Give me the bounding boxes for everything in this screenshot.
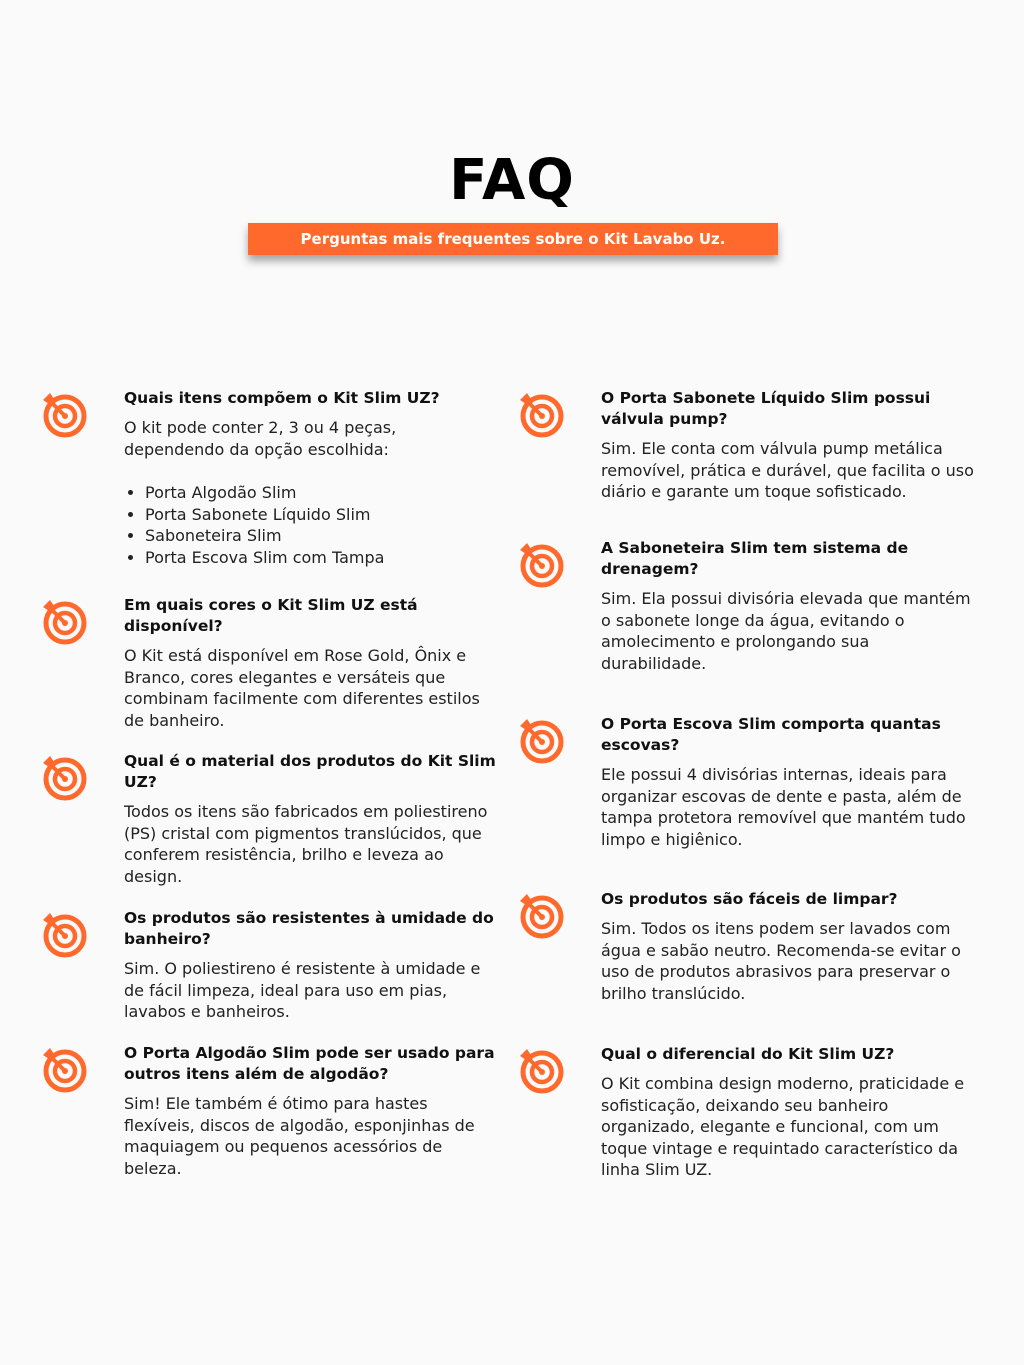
target-arrow-icon (40, 597, 88, 645)
list-item: • Saboneteira Slim (145, 525, 499, 547)
faq-question: Quais itens compõem o Kit Slim UZ? (124, 389, 440, 407)
faq-item (601, 716, 976, 850)
target-arrow-icon (517, 716, 565, 764)
list-item: • Porta Escova Slim com Tampa (145, 547, 499, 569)
faq-item (601, 540, 976, 674)
target-arrow-icon (517, 891, 565, 939)
subtitle-banner: Perguntas mais frequentes sobre o Kit Lavabo Uz. (248, 223, 778, 255)
target-arrow-icon (517, 540, 565, 588)
faq-answer: O kit pode conter 2, 3 ou 4 peças, dependendo da opção escolhida: (124, 418, 397, 459)
list-item: • Porta Sabonete Líquido Slim (145, 504, 499, 526)
faq-item (124, 1045, 499, 1179)
target-arrow-icon (40, 753, 88, 801)
faq-question: Os produtos são fáceis de limpar? (601, 890, 898, 908)
target-arrow-icon (40, 1045, 88, 1093)
faq-answer: O Kit está disponível em Rose Gold, Ônix e Branco, cores elegantes e versáteis que combinam facilmente com diferentes estilos de banheiro. (124, 646, 480, 730)
faq-item (601, 1046, 976, 1181)
target-arrow-icon (40, 910, 88, 958)
faq-answer: Sim! Ele também é ótimo para hastes flexíveis, discos de algodão, esponjinhas de maquiagem ou pequenos acessórios de beleza. (124, 1094, 475, 1178)
faq-item (124, 753, 499, 887)
target-arrow-icon (40, 390, 88, 438)
faq-question: O Porta Sabonete Líquido Slim possui válvula pump? (601, 389, 931, 428)
item-list (124, 482, 499, 568)
faq-question: Os produtos são resistentes à umidade do banheiro? (124, 909, 494, 948)
faq-answer: Ele possui 4 divisórias internas, ideais para organizar escovas de dente e pasta, além de tampa protetora removível que mantém tudo limpo e higiênico. (601, 765, 966, 849)
faq-item (124, 910, 499, 1023)
faq-item (601, 891, 976, 1004)
faq-answer: Sim. O poliestireno é resistente à umidade e de fácil limpeza, ideal para uso em pias, lavabos e banheiros. (124, 959, 481, 1021)
faq-answer: Sim. Ela possui divisória elevada que mantém o sabonete longe da água, evitando o amolecimento e prolongando sua durabilidade. (601, 589, 971, 673)
faq-item (124, 597, 499, 731)
faq-question: Qual o diferencial do Kit Slim UZ? (601, 1045, 895, 1063)
target-arrow-icon (517, 1046, 565, 1094)
faq-answer: O Kit combina design moderno, praticidade e sofisticação, deixando seu banheiro organizado, elegante e funcional, com um toque vintage e requintado característico da linha Slim UZ. (601, 1074, 965, 1179)
faq-question: Em quais cores o Kit Slim UZ está disponível? (124, 596, 418, 635)
faq-item (124, 390, 499, 568)
faq-answer: Sim. Ele conta com válvula pump metálica removível, prática e durável, que facilita o uso diário e garante um toque sofisticado. (601, 439, 974, 501)
faq-question: Qual é o material dos produtos do Kit Slim UZ? (124, 752, 496, 791)
faq-answer: Todos os itens são fabricados em poliestireno (PS) cristal com pigmentos translúcidos, que conferem resistência, brilho e leveza ao design. (124, 802, 488, 886)
faq-answer: Sim. Todos os itens podem ser lavados com água e sabão neutro. Recomenda-se evitar o uso de produtos abrasivos para preservar o brilho translúcido. (601, 919, 961, 1003)
target-arrow-icon (517, 390, 565, 438)
list-item: • Porta Algodão Slim (145, 482, 499, 504)
faq-question: A Saboneteira Slim tem sistema de drenagem? (601, 539, 909, 578)
faq-question: O Porta Escova Slim comporta quantas escovas? (601, 715, 941, 754)
faq-item (601, 390, 976, 503)
faq-question: O Porta Algodão Slim pode ser usado para outros itens além de algodão? (124, 1044, 495, 1083)
page-title: FAQ (449, 148, 575, 213)
